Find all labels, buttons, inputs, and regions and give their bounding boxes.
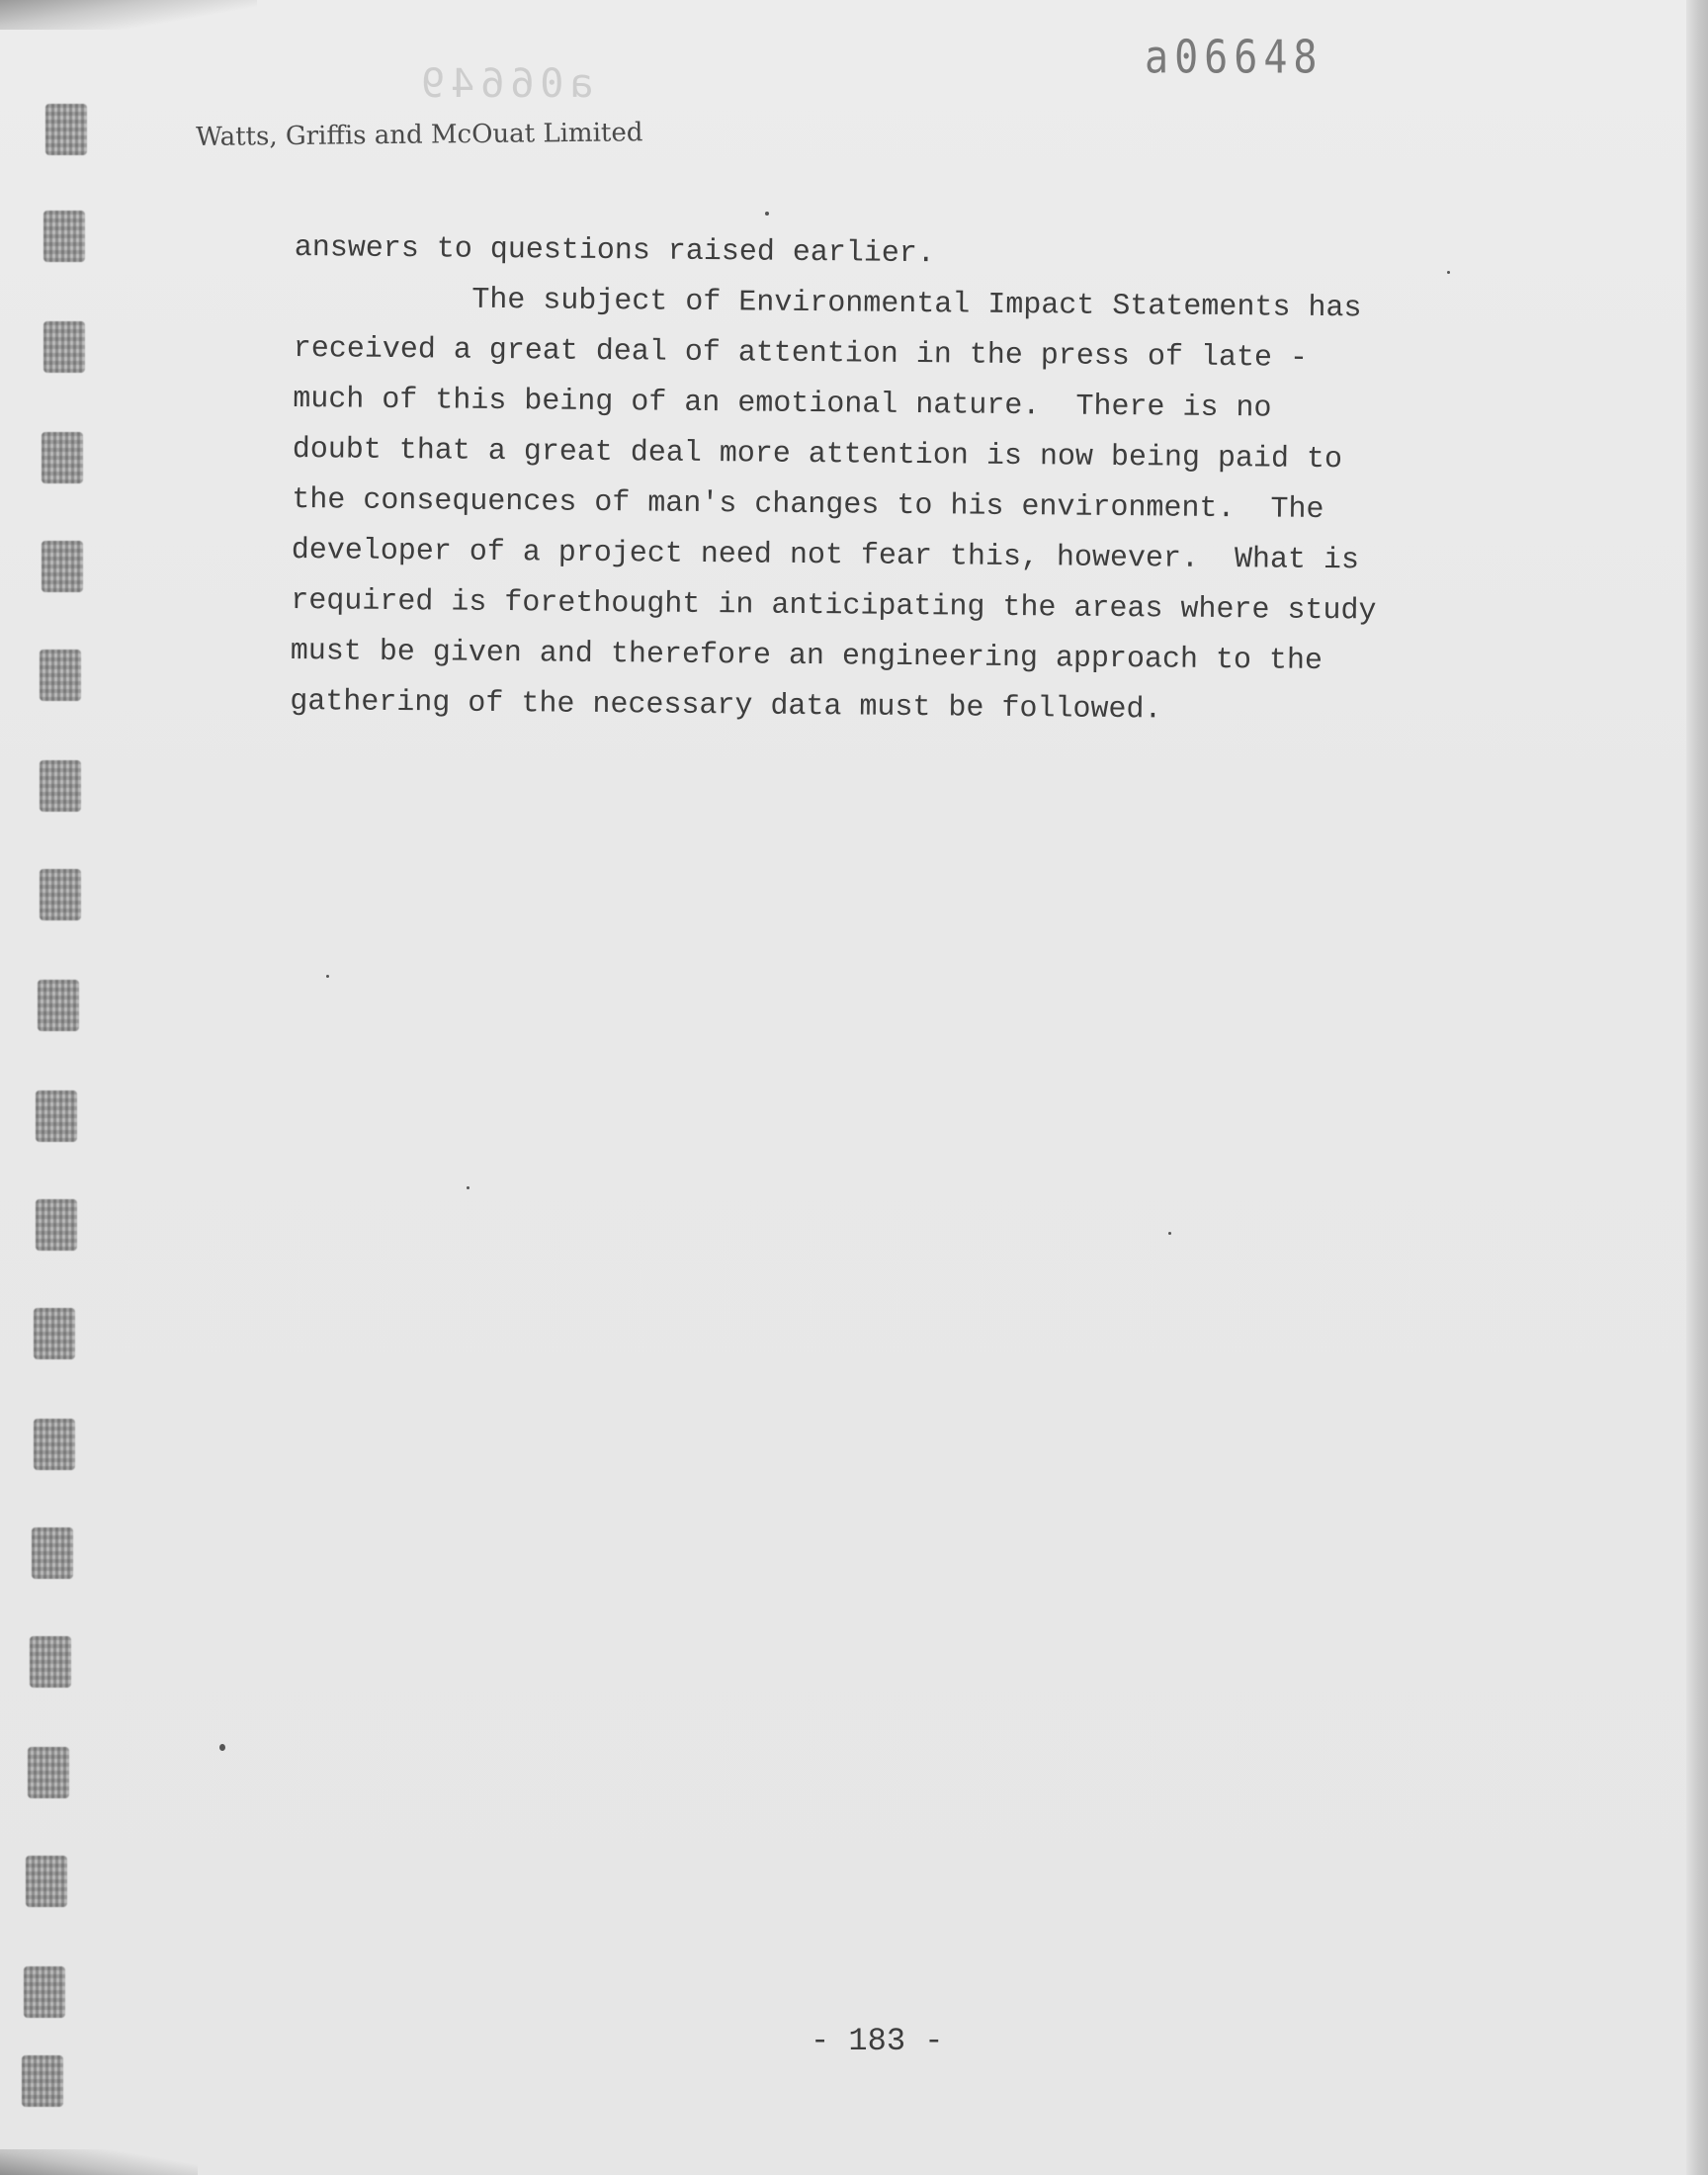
binding-hole [34, 1308, 75, 1359]
binding-hole [40, 650, 81, 701]
bleed-through-document-number: a06649 [415, 61, 594, 107]
scan-speck [326, 975, 329, 978]
binding-hole [32, 1527, 73, 1579]
body-line: must be given and therefore an engineering approach to the [290, 634, 1324, 679]
binding-hole [36, 1199, 77, 1251]
body-line: answers to questions raised earlier. [294, 230, 936, 272]
binding-hole [36, 1090, 77, 1142]
binding-holes [18, 94, 87, 2121]
body-line: required is forethought in anticipating the areas where study [291, 583, 1377, 629]
page-number: - 183 - [811, 2023, 944, 2059]
body-line: gathering of the necessary data must be followed. [290, 684, 1162, 728]
body-line: much of this being of an emotional nature. There is no [293, 382, 1272, 426]
scan-speck [765, 212, 769, 216]
page-corner-shadow-top [0, 0, 257, 30]
binding-hole [26, 1856, 67, 1907]
binding-hole [40, 869, 81, 920]
letterhead: Watts, Griffis and McOuat Limited [196, 118, 643, 152]
page-right-edge [1686, 0, 1708, 2175]
binding-hole [43, 211, 85, 262]
scan-speck [1447, 271, 1450, 274]
binding-hole [43, 321, 85, 373]
body-line: The subject of Environmental Impact Statements has [294, 281, 1362, 326]
scan-speck [467, 1186, 470, 1189]
binding-hole [42, 541, 83, 592]
binding-hole [30, 1636, 71, 1688]
binding-hole [42, 432, 83, 483]
body-line: doubt that a great deal more attention is now being paid to [292, 432, 1343, 478]
page-corner-shadow-bottom [0, 2149, 198, 2175]
binding-hole [34, 1419, 75, 1470]
body-line: received a great deal of attention in the press of late - [293, 331, 1309, 376]
body-line: the consequences of man's changes to his environment. The [292, 482, 1324, 528]
body-line: developer of a project need not fear this, however. What is [291, 533, 1360, 578]
binding-hole [22, 2055, 63, 2107]
body-paragraph [290, 223, 1520, 740]
scan-speck [1168, 1232, 1171, 1235]
binding-hole [28, 1747, 69, 1798]
binding-hole [24, 1966, 65, 2018]
document-number-stamp: a06648 [1145, 32, 1324, 84]
scan-speck [219, 1744, 225, 1751]
binding-hole [38, 980, 79, 1031]
binding-hole [40, 760, 81, 812]
binding-hole [45, 104, 87, 155]
